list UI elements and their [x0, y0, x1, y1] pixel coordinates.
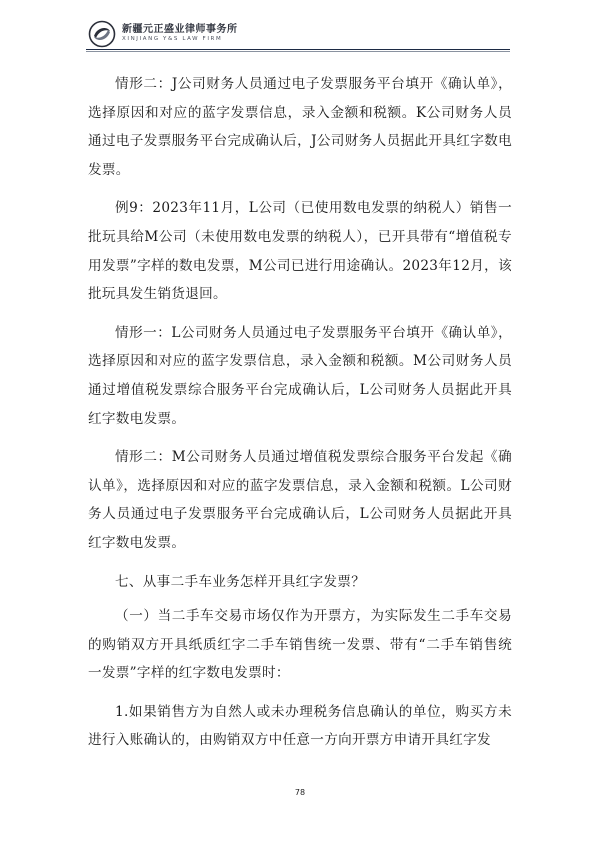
paragraph-scenario-1-l: 情形一：L公司财务人员通过电子发票服务平台填开《确认单》，选择原因和对应的蓝字发票信息，录入金额和税额。M公司财务人员通过增值税发票综合服务平台完成确认后，L公司财务人员据此开具红字数电发票。 — [88, 324, 512, 427]
firm-name-block — [122, 25, 238, 43]
firm-name-cn: 新疆元正盛业律师事务所 — [122, 24, 238, 36]
firm-name-en: XINJIANG Y&S LAW FIRM — [122, 36, 223, 43]
paragraph-scenario-2-j: 情形二：J公司财务人员通过电子发票服务平台填开《确认单》，选择原因和对应的蓝字发票信息，录入金额和税额。K公司财务人员通过电子发票服务平台完成确认后，J公司财务人员据此开具红字数电发票。 — [88, 76, 512, 178]
page-number: 78 — [294, 788, 306, 797]
paragraph-example-9: 例9：2023年11月，L公司（已使用数电发票的纳税人）销售一批玩具给M公司（未使用数电发票的纳税人），已开具带有“增值税专用发票”字样的数电发票，M公司已进行用途确认。2023年12月，该批玩具发生销货退回。 — [88, 200, 512, 303]
section-heading-7: 七、从事二手车业务怎样开具红字发票？ — [115, 573, 366, 590]
paragraph-subsection-1: （一）当二手车交易市场仅作为开票方，为实际发生二手车交易的购销双方开具纸质红字二手车销售统一发票、带有“二手车销售统一发票”字样的红字数电发票时： — [88, 608, 512, 682]
header-divider-thin — [86, 51, 510, 52]
page-header — [88, 18, 238, 50]
paragraph-scenario-2-m: 情形二：M公司财务人员通过增值税发票综合服务平台发起《确认单》，选择原因和对应的蓝字发票信息，录入金额和税额。L公司财务人员通过电子发票服务平台完成确认后，L公司财务人员据此开具红字数电发票。 — [88, 449, 512, 551]
firm-logo-icon — [88, 20, 116, 48]
paragraph-item-1: 1.如果销售方为自然人或未办理税务信息确认的单位，购买方未进行入账确认的，由购销双方中任意一方向开票方申请开具红字发 — [88, 703, 512, 749]
header-divider — [86, 49, 510, 50]
page-body — [88, 70, 512, 765]
